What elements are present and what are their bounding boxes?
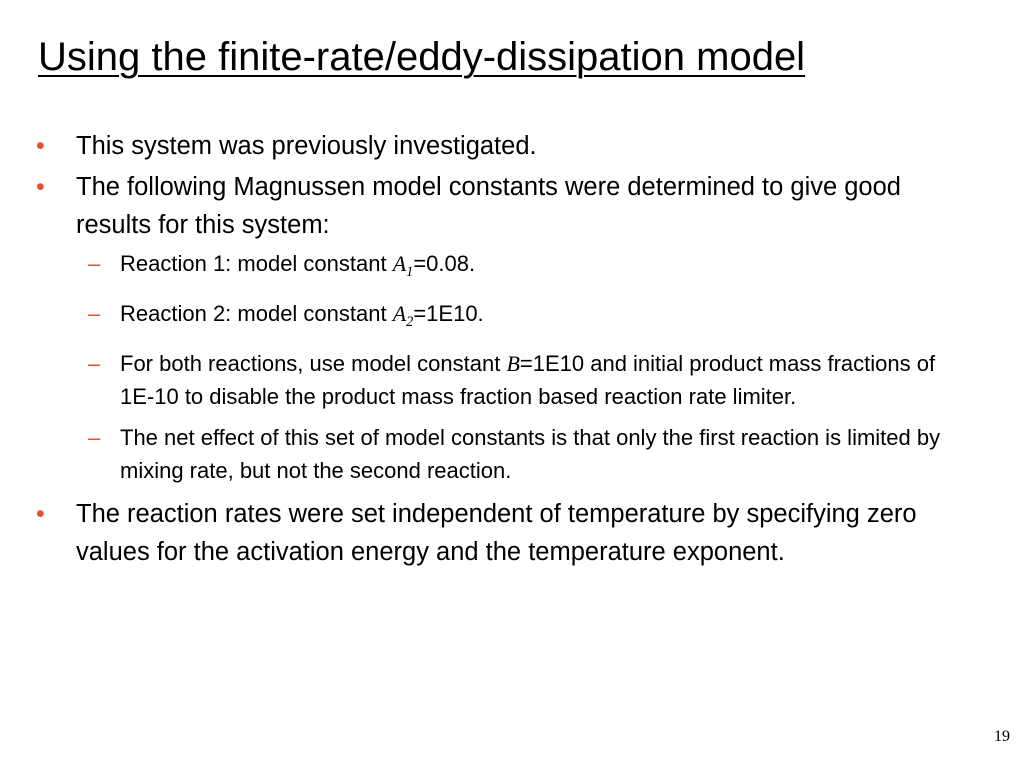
bullet-text: The following Magnussen model constants were determined to give good results for this system: (76, 173, 901, 239)
math-symbol: $A_1$ (392, 251, 414, 280)
math-symbol: B (506, 351, 520, 376)
dash-marker: – (88, 351, 101, 376)
sub-bullet-item (0, 297, 1024, 339)
slide-content (0, 127, 1024, 574)
bullet-item (0, 127, 1024, 165)
bullet-marker: • (36, 132, 45, 160)
bullet-marker: • (36, 173, 45, 201)
sub-bullet-item (0, 347, 1024, 413)
dash-marker: – (88, 251, 101, 276)
bullet-marker: • (36, 500, 45, 528)
dash-marker: – (88, 425, 101, 450)
bullet-text: The reaction rates were set independent of temperature by specifying zero values for the activation energy and the temperature exponent. (76, 500, 917, 566)
sub-bullet-suffix: =1E10. (413, 301, 484, 326)
sub-bullet-prefix: Reaction 2: model constant (120, 301, 393, 326)
math-subscript: 2 (406, 314, 414, 330)
dash-marker: – (88, 301, 101, 326)
sub-bullet-prefix: For both reactions, use model constant (120, 351, 507, 376)
sub-bullet-prefix: Reaction 1: model constant (120, 251, 393, 276)
math-subscript: 1 (406, 264, 414, 280)
page-number: 19 (994, 728, 1010, 745)
slide-title: Using the finite-rate/eddy-dissipation model (38, 35, 806, 79)
sub-bullet-item (0, 421, 1024, 487)
bullet-text: This system was previously investigated. (76, 132, 537, 160)
bullet-item (0, 168, 1024, 244)
sub-bullet-item (0, 247, 1024, 289)
bullet-item (0, 495, 1024, 571)
sub-bullet-suffix: =1E10 and initial product mass fractions of 1E-10 to disable the product mass fraction based reaction rate limiter. (120, 351, 936, 409)
sub-bullet-text: The net effect of this set of model constants is that only the first reaction is limited by mixing rate, but not the second reaction. (120, 425, 941, 483)
sub-bullet-suffix: =0.08. (413, 251, 476, 276)
math-symbol: $A_2$ (392, 301, 414, 330)
